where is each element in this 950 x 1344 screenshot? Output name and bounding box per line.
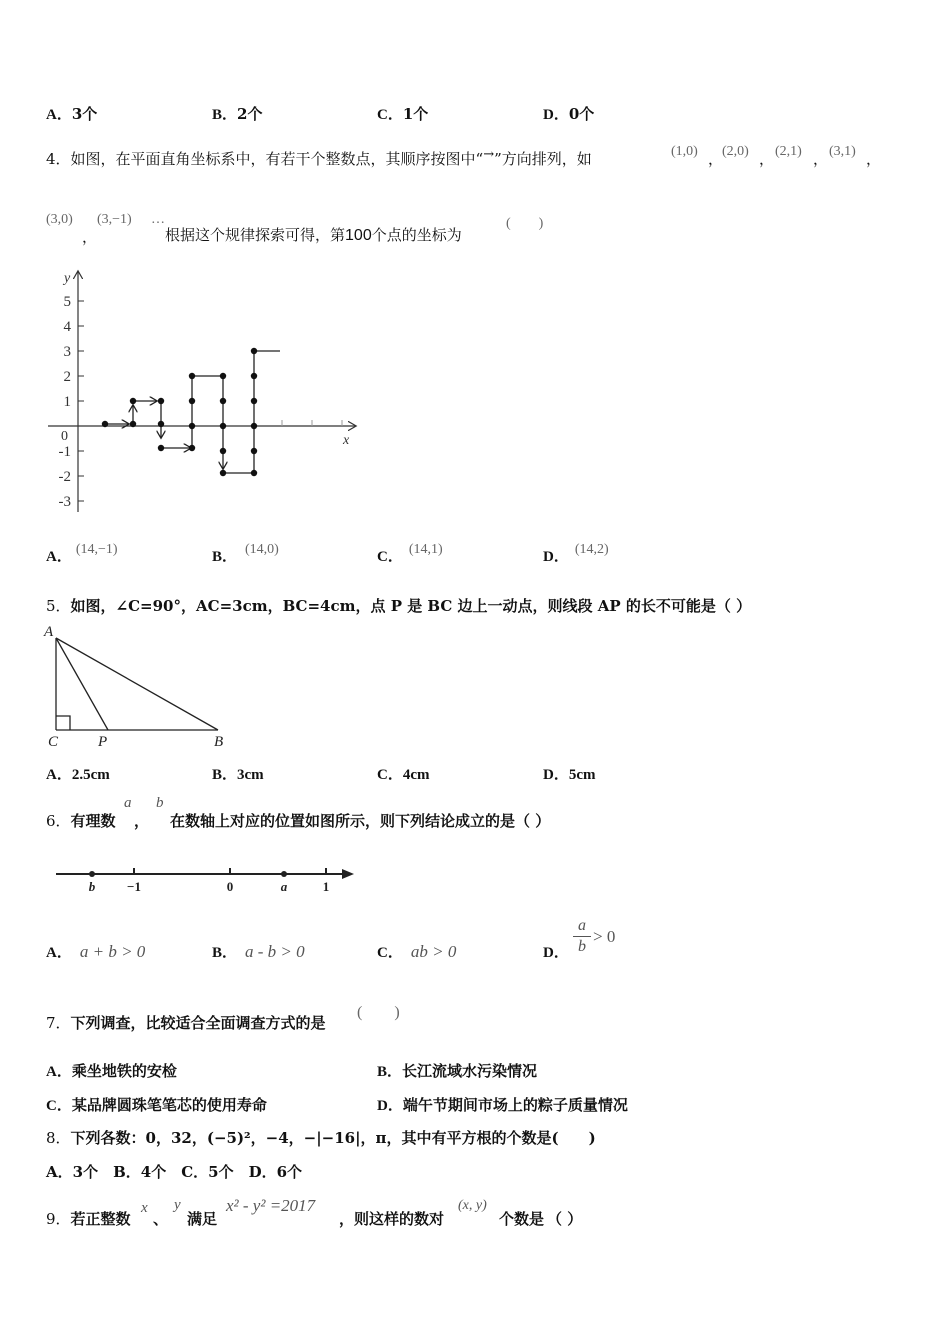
q6-text1: 有理数: [70, 812, 116, 830]
q7-text: 下列调查，比较适合全面调查方式的是: [70, 1014, 326, 1032]
q6-option-d-fraction: [573, 917, 591, 956]
side-ab: [56, 638, 218, 730]
q5-option-d: [543, 763, 596, 784]
q9-sep: 、: [153, 1210, 169, 1228]
q6-option-a: [46, 941, 145, 962]
q4-option-a: [46, 542, 118, 566]
label-zero: 0: [226, 879, 234, 894]
q8-text: 下列各数：0，32，(−5)²，−4，−|−16|，π，其中有平方根的个数是( ): [70, 1129, 596, 1147]
point-path: [105, 351, 280, 473]
y-label: y: [64, 271, 71, 286]
vertex-a-label: A: [44, 624, 54, 640]
option-label: B．: [377, 1064, 403, 1080]
x-ticks: [282, 420, 342, 426]
option-value: (14,2): [574, 542, 609, 557]
option-label: C．: [377, 767, 403, 783]
y-tick-label: -3: [58, 494, 71, 510]
right-angle-mark: [56, 716, 70, 730]
option-value: 5cm: [568, 767, 596, 783]
option-value: 某品牌圆珠笔笔芯的使用寿命: [71, 1096, 267, 1114]
y-tick-label: 3: [63, 344, 71, 360]
q6-var-b: b: [156, 795, 164, 811]
q8-stem: [46, 1127, 596, 1148]
origin-label: 0: [61, 429, 68, 444]
q9-text2: 满足: [187, 1210, 218, 1228]
point-b: [89, 871, 95, 877]
q6-sep: ，: [134, 812, 150, 830]
option-label: D．: [543, 107, 569, 123]
q9-text4: 个数是: [499, 1210, 545, 1228]
q8-options: A．3个 B．4个 C．5个 D．6个: [46, 1163, 303, 1181]
option-value: 长江流域水污染情况: [402, 1062, 538, 1080]
option-value: a + b > 0: [79, 942, 146, 961]
q5-option-c: [377, 763, 430, 784]
q6-number: 6．: [46, 812, 71, 830]
q3-option-b: [212, 103, 262, 124]
q7-stem: [46, 1012, 326, 1033]
q4-line1: [46, 148, 592, 169]
q4-point-1: (1,0): [671, 144, 698, 159]
option-label: B．: [212, 107, 238, 123]
q4-comma: ，: [82, 228, 98, 246]
option-value: 端午节期间市场上的粽子质量情况: [402, 1096, 628, 1114]
label-minus-one: −1: [127, 879, 141, 894]
option-label: A．: [46, 107, 72, 123]
q7-option-c: [46, 1094, 267, 1115]
option-label: D．: [543, 549, 569, 565]
q5-option-a: [46, 763, 110, 784]
q5-stem: [46, 595, 751, 616]
q7-option-a: [46, 1060, 177, 1081]
q4-text3: 根据这个规律探索可得，第: [165, 226, 346, 244]
fraction-numerator: a: [578, 917, 586, 934]
option-value: ab > 0: [410, 942, 457, 961]
option-label: C．: [46, 1098, 72, 1114]
q4-point-2: (2,0): [722, 144, 749, 159]
q4-option-b: [212, 542, 279, 566]
option-value: 0个: [568, 105, 595, 123]
label-b: b: [88, 879, 96, 894]
y-ticks: [78, 301, 84, 501]
q4-text2: ”方向排列，如: [494, 150, 592, 168]
q6-option-c: [377, 941, 456, 962]
option-label: A．: [46, 549, 72, 565]
option-label: D．: [377, 1098, 403, 1114]
q6-option-b: [212, 941, 305, 962]
option-value: 1个: [402, 105, 429, 123]
option-value: (14,1): [408, 542, 443, 557]
q6-option-d-rest: > 0: [593, 927, 616, 946]
q9-var-y: y: [174, 1197, 181, 1213]
q7-paren: ( ): [357, 1004, 400, 1021]
q9-paren: （ ）: [547, 1210, 583, 1228]
q4-point-4: (3,1): [829, 144, 856, 159]
option-value: 2个: [237, 105, 263, 123]
option-label: D．: [543, 767, 569, 783]
option-value: 3cm: [237, 767, 264, 783]
option-value: 3个: [71, 105, 98, 123]
option-value: 乘坐地铁的安检: [71, 1062, 177, 1080]
option-label: B．: [212, 549, 238, 565]
option-label: C．: [377, 945, 403, 961]
q5-number: 5．: [46, 597, 71, 615]
q6-var-a: a: [124, 795, 132, 811]
y-tick-label: 1: [63, 394, 71, 410]
option-value: (14,0): [245, 542, 279, 557]
q9-var-x: x: [141, 1200, 148, 1216]
q9-text3: ，则这样的数对: [339, 1210, 445, 1228]
y-tick-label: 5: [63, 294, 71, 310]
q6-number-line: [50, 858, 360, 898]
q5-option-b: [212, 763, 264, 784]
q9-pair: (x, y): [458, 1198, 487, 1213]
option-label: A．: [46, 1064, 72, 1080]
q4-comma: ，: [708, 150, 724, 168]
q3-option-c: [377, 103, 428, 124]
label-one: 1: [322, 879, 330, 894]
fraction-bar: [573, 936, 591, 937]
q4-comma: ，: [759, 150, 775, 168]
q8-number: 8．: [46, 1129, 71, 1147]
q3-option-a: [46, 103, 97, 124]
y-tick-label: -2: [58, 469, 71, 485]
option-value: (14,−1): [75, 542, 118, 557]
point-p-label: P: [98, 734, 108, 750]
q7-number: 7．: [46, 1014, 71, 1032]
option-label: C．: [377, 107, 403, 123]
q5-text: 如图，∠C=90°，AC=3cm，BC=4cm，点 P 是 BC 边上一动点，则线段 AP 的长不可能是（ ）: [70, 597, 752, 615]
option-label: D．: [543, 945, 569, 961]
q4-point-3: (2,1): [775, 144, 802, 159]
q4-number: 4．: [46, 150, 71, 168]
q5-triangle-figure: [40, 622, 240, 752]
option-label: B．: [212, 767, 238, 783]
label-a: a: [280, 879, 288, 894]
y-tick-label: 2: [63, 369, 71, 385]
q4-line2: [165, 224, 462, 245]
point-a: [281, 871, 287, 877]
option-value: a - b > 0: [245, 942, 305, 961]
q7-option-b: [377, 1060, 537, 1081]
fraction-denominator: b: [578, 938, 586, 955]
option-label: A．: [46, 767, 72, 783]
option-label: A．: [46, 945, 72, 961]
q4-text1: 如图，在平面直角坐标系中，有若干个整数点，其顺序按图中“: [70, 150, 484, 168]
q9-number: 9．: [46, 1210, 71, 1228]
q7-option-d: [377, 1094, 628, 1115]
q4-point-6: (3,−1): [97, 212, 132, 227]
q6-text2: 在数轴上对应的位置如图所示，则下列结论成立的是（ ）: [170, 812, 551, 830]
y-tick-label: -1: [58, 444, 71, 460]
option-value: 2.5cm: [71, 767, 110, 783]
q9-stem-part1: [46, 1208, 131, 1229]
q4-option-d: [543, 542, 609, 566]
option-label: B．: [212, 945, 238, 961]
q4-comma: ，: [813, 150, 829, 168]
q6-stem-part1: [46, 810, 116, 831]
q4-option-c: [377, 542, 443, 566]
y-tick-label: 4: [63, 319, 71, 335]
q9-text1: 若正整数: [70, 1210, 131, 1228]
vertex-c-label: C: [48, 734, 59, 750]
q4-ellipsis: …: [151, 212, 165, 227]
q9-equation: x² - y² =2017: [226, 1196, 316, 1215]
vertex-b-label: B: [214, 734, 224, 750]
q3-option-d: [543, 103, 594, 124]
integer-points: [102, 348, 257, 476]
x-label: x: [343, 433, 350, 448]
q4-coordinate-graph: [40, 262, 370, 524]
option-value: 4cm: [402, 767, 430, 783]
q4-arrow: →: [483, 147, 495, 162]
q4-paren: ( ): [506, 216, 544, 231]
q4-num: 100: [345, 227, 372, 244]
q4-point-5: (3,0): [46, 212, 73, 227]
option-label: C．: [377, 549, 403, 565]
q4-text4: 个点的坐标为: [371, 226, 462, 244]
q6-option-d: [543, 941, 569, 962]
q4-comma: ，: [866, 150, 882, 168]
